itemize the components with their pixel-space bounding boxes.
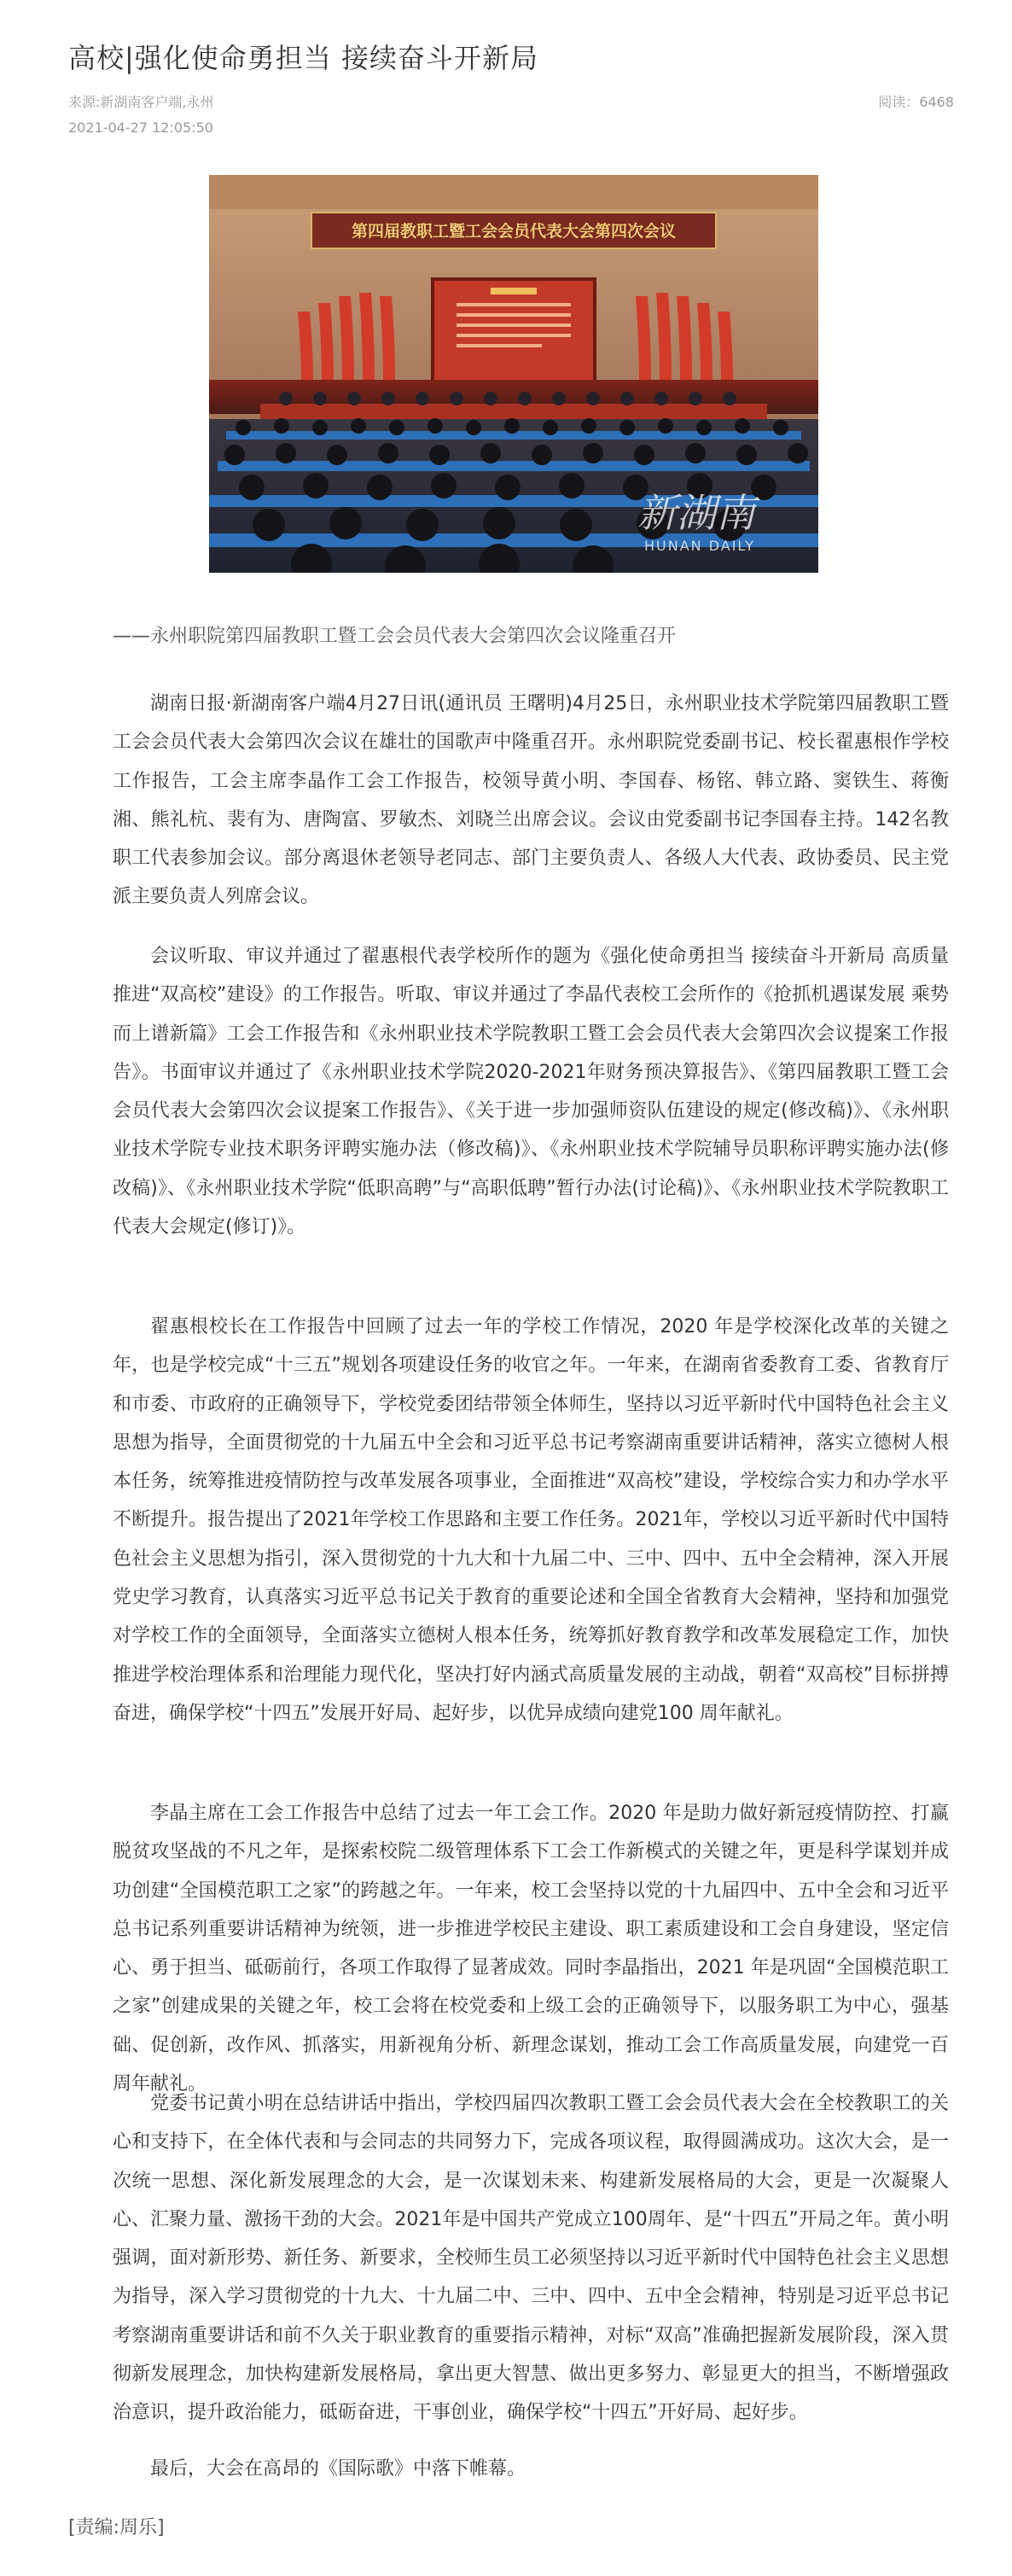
article-date: 2021-04-27 12:05:50 xyxy=(68,119,213,136)
meeting-hall-photo xyxy=(209,175,818,573)
article-meta xyxy=(68,90,213,141)
banner-text: 第四届教职工暨工会会员代表大会第四次会议 xyxy=(351,222,677,241)
watermark-logo: 新湖南 xyxy=(637,490,755,536)
editor-credit: [责编:周乐] xyxy=(68,2517,165,2538)
paragraph-3: 翟惠根校长在工作报告中回顾了过去一年的学校工作情况，2020 年是学校深化改革的关键之年，也是学校完成“十三五”规划各项建设任务的收官之年。一年来，在湖南省委教育工委、省教育厅和市委、市政府的正确领导下，学校党委团结带领全体师生，坚持以习近平新时代中国特色社会主义思想为指导，全面贯彻党的十九届五中全会和习近平总书记考察湖南重要讲话精神，落实立德树人根本任务，统筹推进疫情防控与改革发展各项事业，全面推进“双高校”建设，学校综合实力和办学水平不断提升。报告提出了2021年学校工作思路和主要工作任务。2021年，学校以习近平新时代中国特色社会主义思想为指引，深入贯彻党的十九大和十九届二中、三中、四中、五中全会精神，深入开展党史学习教育，认真落实习近平总书记关于教育的重要论述和全国全省教育大会精神，坚持和加强党对学校工作的全面领导，全面落实立德树人根本任务，统筹抓好教育教学和改革发展稳定工作，加快推进学校治理体系和治理能力现代化，坚决打好内涵式高质量发展的主动战，朝着“双高校”目标拼搏奋进，确保学校“十四五”发展开好局、起好步，以优异成绩向建党100 周年献礼。 xyxy=(113,1316,949,1724)
paragraph-5: 党委书记黄小明在总结讲话中指出，学校四届四次教职工暨工会会员代表大会在全校教职工的关心和支持下，在全体代表和与会同志的共同努力下，完成各项议程，取得圆满成功。这次大会，是一次统一思想、深化新发展理念的大会，是一次谋划未来、构建新发展格局的大会，更是一次凝聚人心、汇聚力量、激扬干劲的大会。2021年是中国共产党成立100周年、是“十四五”开局之年。黄小明强调，面对新形势、新任务、新要求，全校师生员工必须坚持以习近平新时代中国特色社会主义思想为指导，深入学习贯彻党的十九大、十九届二中、三中、四中、五中全会精神，特别是习近平总书记考察湖南重要讲话和前不久关于职业教育的重要指示精神，对标“双高”准确把握新发展阶段，深入贯彻新发展理念，加快构建新发展格局，拿出更大智慧、做出更多努力、彰显更大的担当，不断增强政治意识，提升政治能力，砥砺奋进，干事创业，确保学校“十四五”开好局、起好步。 xyxy=(113,2093,949,2424)
photo-caption: ——永州职院第四届教职工暨工会会员代表大会第四次会议隆重召开 xyxy=(113,626,677,647)
paragraph-4: 李晶主席在工会工作报告中总结了过去一年工会工作。2020 年是助力做好新冠疫情防控、打赢脱贫攻坚战的不凡之年，是探索校院二级管理体系下工会工作新模式的关键之年，更是科学谋划并成功创建“全国模范职工之家”的跨越之年。一年来，校工会坚持以党的十九届四中、五中全会和习近平总书记系列重要讲话精神为统领，进一步推进学校民主建设、职工素质建设和工会自身建设，坚定信心、勇于担当、砥砺前行，各项工作取得了显著成效。同时李晶指出，2021 年是巩固“全国模范职工之家”创建成果的关键之年，校工会将在校党委和上级工会的正确领导下，以服务职工为中心，强基础、促创新，改作风、抓落实，用新视角分析、新理念谋划，推动工会工作高质量发展，向建党一百周年献礼。 xyxy=(113,1803,949,2095)
paragraph-6: 最后，大会在高昂的《国际歌》中落下帷幕。 xyxy=(150,2458,526,2480)
view-count: 阅读：6468 xyxy=(878,94,954,110)
article-title: 高校|强化使命勇担当 接续奋斗开新局 xyxy=(68,42,538,75)
paragraph-2: 会议听取、审议并通过了翟惠根代表学校所作的题为《强化使命勇担当 接续奋斗开新局 高质量推进“双高校”建设》的工作报告。听取、审议并通过了李晶代表校工会所作的《抢抓机遇谋发展 乘势而上谱新篇》工会工作报告和《永州职业技术学院教职工暨工会会员代表大会第四次会议提案工作报告》。书面审议并通过了《永州职业技术学院2020-2021年财务预决算报告》、《第四届教职工暨工会会员代表大会第四次会议提案工作报告》、《关于进一步加强师资队伍建设的规定(修改稿)》、《永州职业技术学院专业技术职务评聘实施办法（修改稿)》、《永州职业技术学院辅导员职称评聘实施办法(修改稿)》、《永州职业技术学院“低职高聘”与“高职低聘”暂行办法(讨论稿)》、《永州职业技术学院教职工代表大会规定(修订)》。 xyxy=(113,946,949,1238)
article-source: 来源:新湖南客户端,永州 xyxy=(68,94,214,110)
paragraph-1: 湖南日报·新湖南客户端4月27日讯(通讯员 王曙明)4月25日，永州职业技术学院第四届教职工暨工会会员代表大会第四次会议在雄壮的国歌声中隆重召开。永州职院党委副书记、校长翟惠根作学校工作报告，工会主席李晶作工会工作报告，校领导黄小明、李国春、杨铭、韩立路、窦铁生、蒋衡湘、熊礼杭、裴有为、唐陶富、罗敏杰、刘晓兰出席会议。会议由党委副书记李国春主持。142名教职工代表参加会议。部分离退休老领导老同志、部门主要负责人、各级人大代表、政协委员、民主党派主要负责人列席会议。 xyxy=(113,693,949,908)
article-photo xyxy=(209,175,818,573)
watermark-text: HUNAN DAILY xyxy=(644,538,755,554)
